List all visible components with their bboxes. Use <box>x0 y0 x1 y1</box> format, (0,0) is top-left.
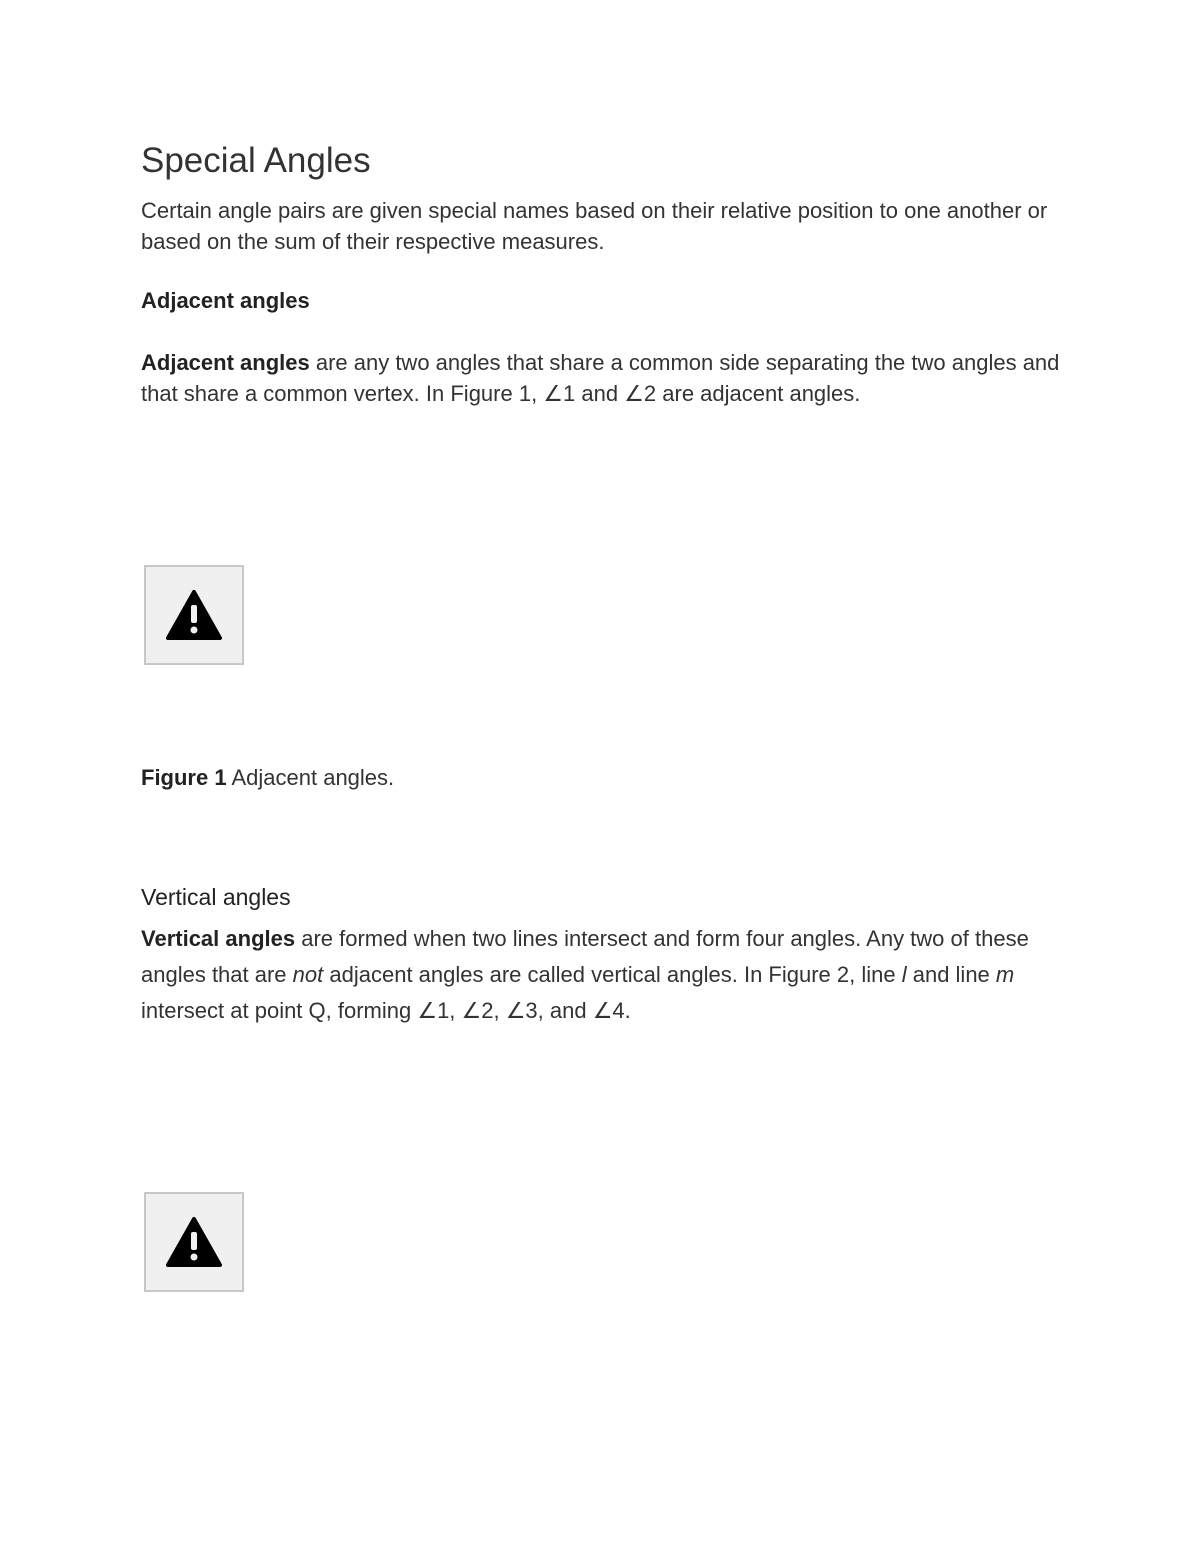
vertical-angles-heading: Vertical angles <box>141 884 291 910</box>
figure-2-image-placeholder <box>144 1192 244 1292</box>
vertical-angles-text-a: are formed when two lines intersect and form four angles. Any two of these angles that are <box>141 926 1029 987</box>
figure-1-caption-text: Adjacent angles. <box>226 765 395 790</box>
broken-image-warning-icon <box>165 1216 223 1268</box>
adjacent-angles-text: are any two angles that share a common side separating the two angles and that share a common vertex. In Figure 1, ∠1 and ∠2 are adjacent angles. <box>141 350 1060 406</box>
page-title: Special Angles <box>141 141 371 180</box>
adjacent-angles-term: Adjacent angles <box>141 350 310 375</box>
vertical-angles-paragraph <box>141 921 1061 1029</box>
vertical-angles-term: Vertical angles <box>141 926 296 951</box>
adjacent-angles-heading: Adjacent angles <box>141 288 310 313</box>
emphasis-not: not <box>292 962 324 987</box>
figure-1-caption <box>141 762 394 793</box>
figure-1-image-placeholder <box>144 565 244 665</box>
figure-1-caption-label: Figure 1 <box>141 765 227 790</box>
adjacent-angles-paragraph <box>141 347 1061 409</box>
broken-image-warning-icon <box>165 589 223 641</box>
line-m-label: m <box>995 962 1015 987</box>
line-l-label: l <box>901 962 907 987</box>
intro-paragraph: Certain angle pairs are given special names based on their relative position to one another or based on the sum of their respective measures. <box>141 198 1048 254</box>
vertical-angles-text-d: intersect at point Q, forming ∠1, ∠2, ∠3, and ∠4. <box>141 998 631 1023</box>
vertical-angles-text-c: and line <box>906 962 996 987</box>
vertical-angles-text-b: adjacent angles are called vertical angles. In Figure 2, line <box>323 962 902 987</box>
